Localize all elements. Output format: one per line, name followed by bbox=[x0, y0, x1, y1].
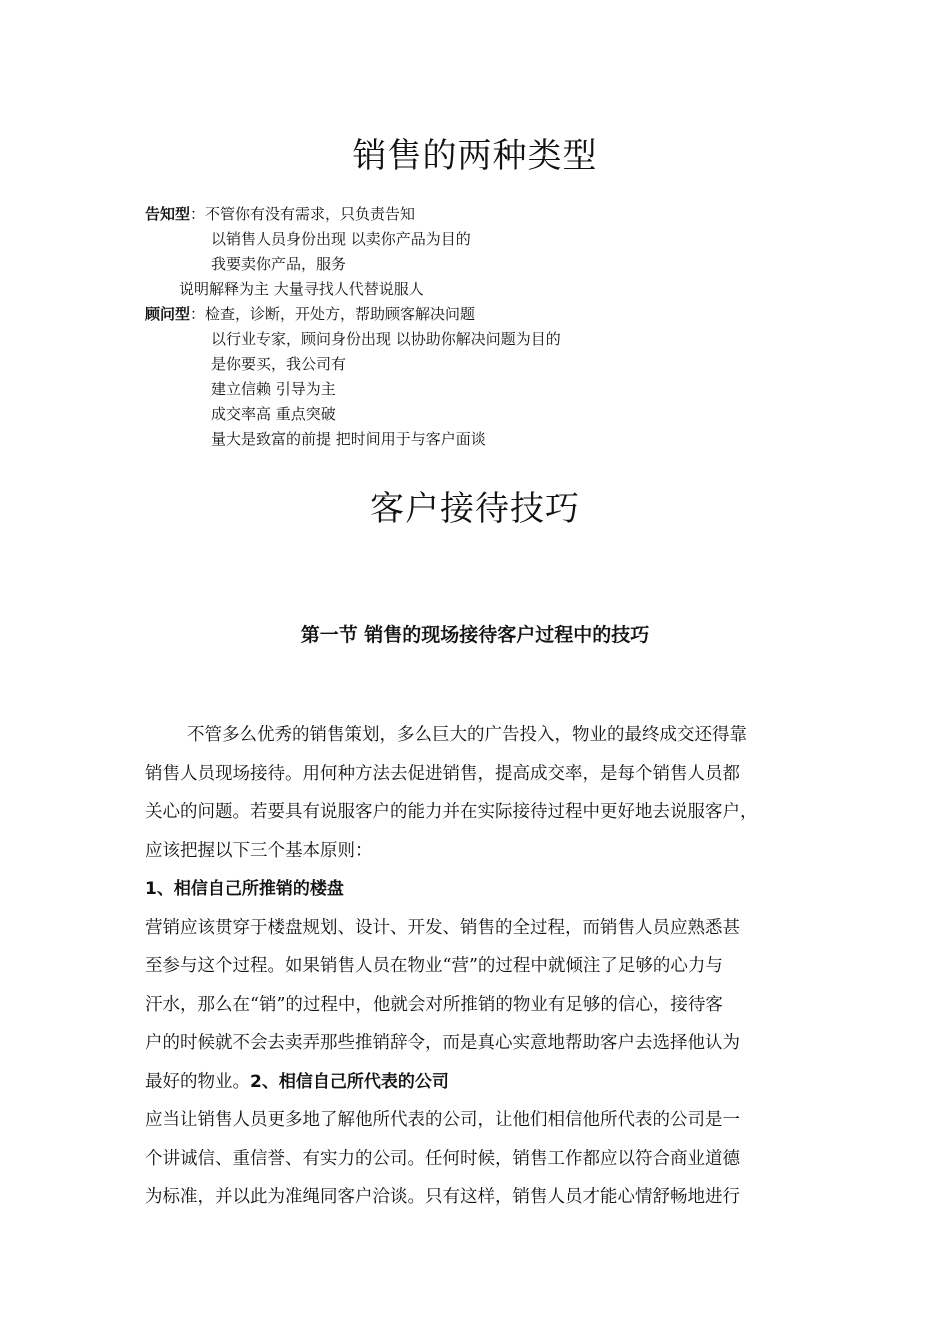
paragraph-line: 应该把握以下三个基本原则： bbox=[145, 840, 373, 861]
paragraph-line: 汗水，那么在“销”的过程中，他就会对所推销的物业有足够的信心，接待客 bbox=[145, 994, 723, 1015]
consult-type-row bbox=[145, 302, 561, 327]
paragraph-line: 营销应该贯穿于楼盘规划、设计、开发、销售的全过程，而销售人员应熟悉甚 bbox=[145, 917, 740, 938]
consult-type-line: 成交率高 重点突破 bbox=[211, 405, 336, 423]
inform-type-line: 以销售人员身份出现 以卖你产品为目的 bbox=[211, 230, 471, 248]
inform-type-separator: ： bbox=[190, 205, 206, 223]
principle-heading-1: 1、相信自己所推销的楼盘 bbox=[145, 879, 344, 899]
consult-type-line: 检查，诊断，开处方，帮助顾客解决问题 bbox=[205, 305, 476, 323]
paragraph-line: 关心的问题。若要具有说服客户的能力并在实际接待过程中更好地去说服客户， bbox=[145, 802, 758, 822]
consult-type-line: 以行业专家，顾问身份出现 以协助你解决问题为目的 bbox=[211, 330, 561, 348]
page-title: 销售的两种类型 bbox=[352, 136, 598, 176]
inform-type-line: 说明解释为主 大量寻找人代替说服人 bbox=[179, 280, 424, 298]
consult-type-line: 建立信赖 引导为主 bbox=[211, 380, 336, 398]
section-title: 第一节 销售的现场接待客户过程中的技巧 bbox=[300, 624, 650, 646]
paragraph-line-with-heading bbox=[145, 1063, 815, 1102]
principle-heading-2: 2、相信自己所代表的公司 bbox=[250, 1071, 449, 1092]
paragraph-line: 为标准，并以此为准绳同客户洽谈。只有这样，销售人员才能心情舒畅地进行 bbox=[145, 1187, 740, 1207]
consult-type-line: 量大是致富的前提 把时间用于与客户面谈 bbox=[211, 430, 486, 448]
sales-types-list bbox=[145, 202, 561, 452]
consult-type-line: 是你要买，我公司有 bbox=[211, 355, 347, 373]
chapter-title: 客户接待技巧 bbox=[370, 489, 580, 529]
paragraph-line: 销售人员现场接待。用何种方法去促进销售，提高成交率，是每个销售人员都 bbox=[145, 763, 740, 784]
inform-type-row bbox=[145, 202, 561, 227]
consult-type-separator: ： bbox=[190, 305, 206, 323]
paragraph-tail: 最好的物业。 bbox=[145, 1071, 250, 1092]
inform-type-line: 我要卖你产品，服务 bbox=[211, 255, 347, 273]
inform-type-label: 告知型 bbox=[145, 205, 191, 223]
inform-type-line: 不管你有没有需求，只负责告知 bbox=[205, 205, 416, 223]
consult-type-label: 顾问型 bbox=[145, 305, 191, 323]
paragraph-line: 户的时候就不会去卖弄那些推销辞令，而是真心实意地帮助客户去选择他认为 bbox=[145, 1033, 740, 1053]
paragraph-line: 应当让销售人员更多地了解他所代表的公司，让他们相信他所代表的公司是一 bbox=[145, 1110, 740, 1130]
paragraph-line: 至参与这个过程。如果销售人员在物业“营”的过程中就倾注了足够的心力与 bbox=[145, 956, 723, 976]
body-text bbox=[145, 716, 815, 1217]
paragraph-line: 不管多么优秀的销售策划，多么巨大的广告投入，物业的最终成交还得靠 bbox=[187, 725, 747, 745]
paragraph-line: 个讲诚信、重信誉、有实力的公司。任何时候，销售工作都应以符合商业道德 bbox=[145, 1148, 740, 1169]
